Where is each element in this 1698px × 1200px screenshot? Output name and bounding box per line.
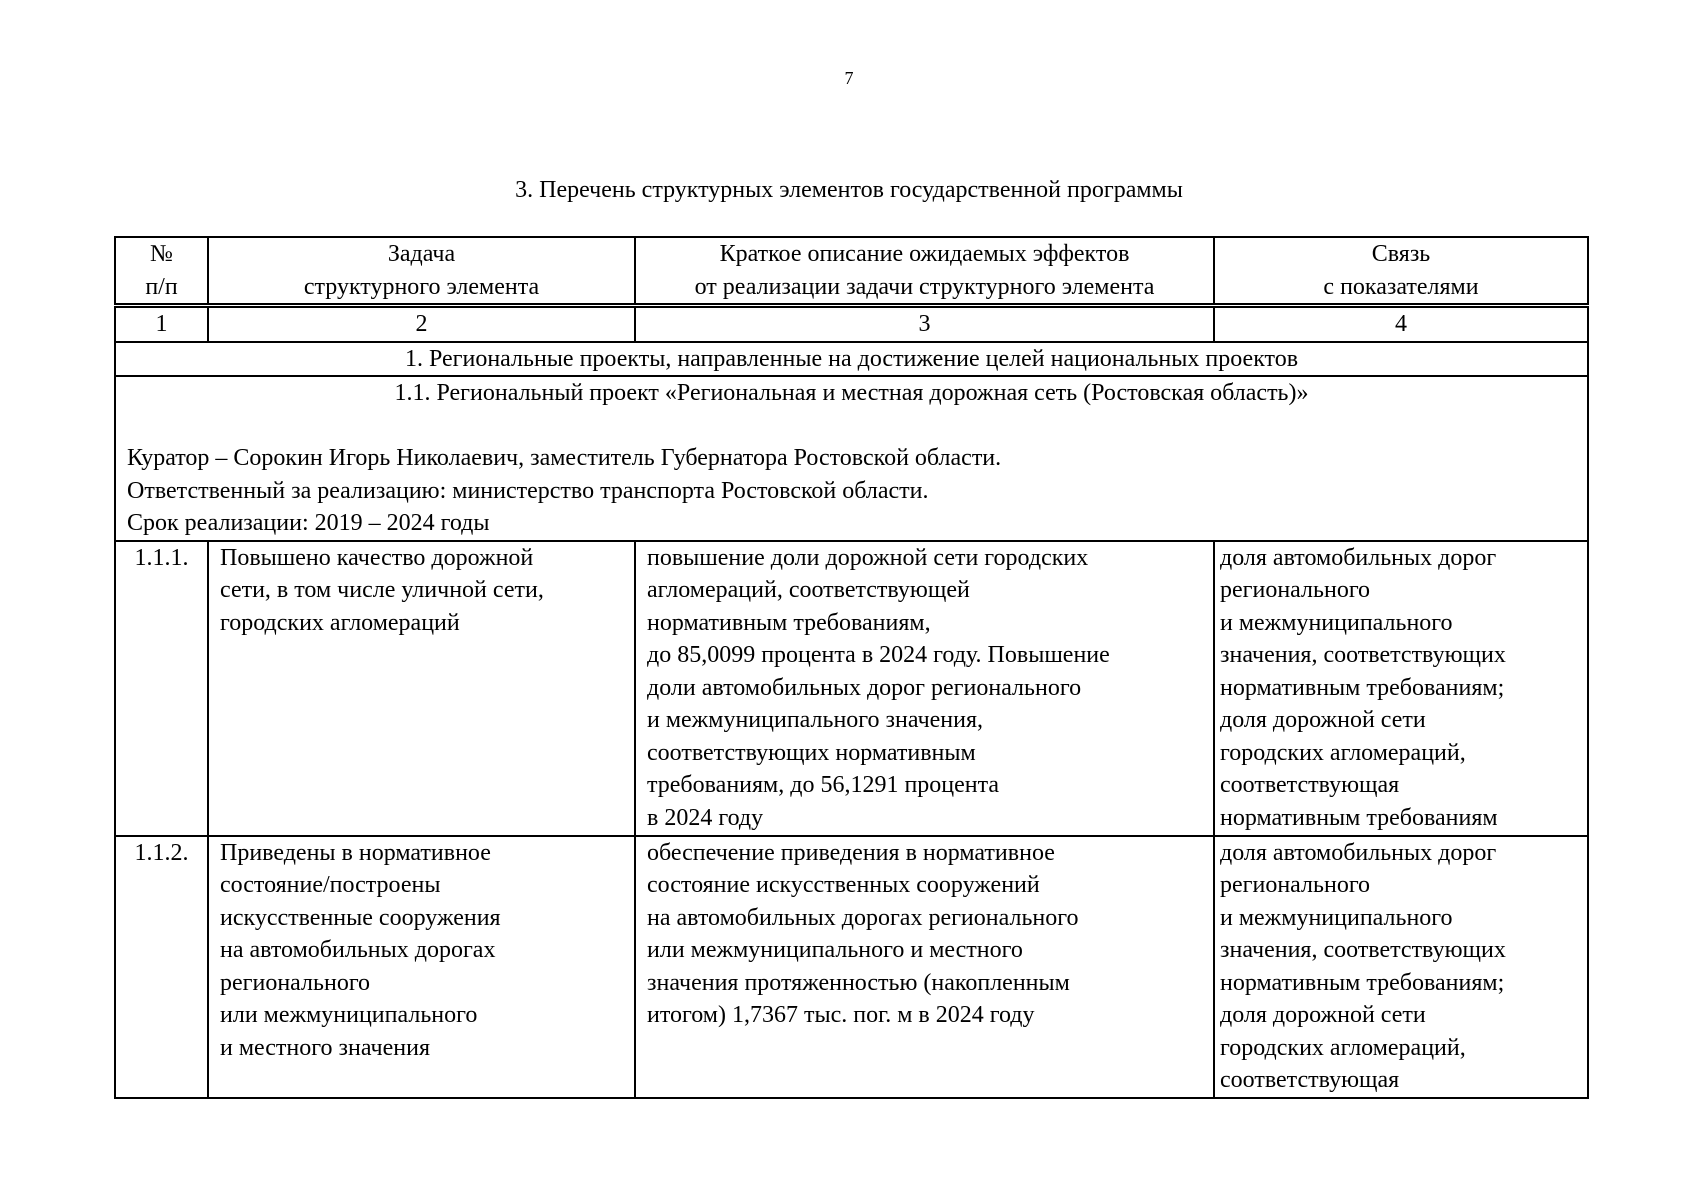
header-number-line2: п/п [145,273,178,300]
indicators-line: городских агломераций, [1220,1034,1466,1061]
row-effects [635,541,1214,836]
indicators-line: значения, соответствующих [1220,642,1506,668]
indicators-line: доля автомобильных дорог [1220,839,1497,866]
effects-line: или межмуниципального и местного [647,937,1023,963]
indicators-line: доля автомобильных дорог [1220,544,1497,571]
task-line: состояние/построены [220,872,441,898]
indicators-line: регионального [1220,577,1371,603]
effects-line: соответствующих нормативным [647,739,976,766]
header-effects-line2: от реализации задачи структурного элемента [694,273,1155,300]
indicators-line: нормативным требованиям; [1220,969,1505,996]
column-number-1: 1 [115,306,208,342]
section-title: 3. Перечень структурных элементов государственной программы [515,177,1183,203]
effects-line: требованиям, до 56,1291 процента [647,772,1000,798]
header-cell-task [208,237,635,306]
effects-line: повышение доли дорожной сети городских [647,544,1089,571]
indicators-line: доля дорожной сети [1220,1002,1426,1028]
structural-elements-table [114,236,1589,1099]
header-indicators-line2: с показателями [1323,273,1479,300]
indicators-line: и межмуниципального [1220,609,1453,636]
effects-line: итогом) 1,7367 тыс. пог. м в 2024 году [647,1002,1035,1028]
column-number-4: 4 [1214,306,1588,342]
table-header-row [115,237,1588,306]
row-indicators [1214,541,1588,836]
effects-line: и межмуниципального значения, [647,707,984,733]
group-title: 1. Региональные проекты, направленные на достижение целей национальных проектов [115,342,1588,377]
task-line: или межмуниципального [220,1002,478,1028]
table-row [115,541,1588,836]
header-cell-indicators [1214,237,1588,306]
task-line: и местного значения [220,1034,430,1061]
column-number-3: 3 [635,306,1214,342]
column-number-row [115,306,1588,342]
indicators-line: доля дорожной сети [1220,707,1426,733]
indicators-line: нормативным требованиям [1220,804,1498,831]
project-row [115,376,1588,541]
project-curator: Куратор – Сорокин Игорь Николаевич, заместитель Губернатора Ростовской области. [127,445,1002,471]
header-number-line1: № [150,241,173,267]
task-line: на автомобильных дорогах [220,937,496,963]
indicators-line: нормативным требованиям; [1220,674,1505,701]
header-indicators-line1: Связь [1371,241,1431,267]
effects-line: в 2024 году [647,804,764,831]
indicators-line: соответствующая [1220,772,1400,798]
column-number-2: 2 [208,306,635,342]
project-cell [115,376,1588,541]
project-spacer [116,410,1587,443]
header-task-line1: Задача [387,241,456,267]
row-number: 1.1.1. [115,541,208,836]
task-line: искусственные сооружения [220,904,501,931]
effects-line: на автомобильных дорогах регионального [647,904,1079,931]
indicators-line: городских агломераций, [1220,739,1466,766]
indicators-line: и межмуниципального [1220,904,1453,931]
indicators-line: соответствующая [1220,1067,1400,1093]
task-line: городских агломераций [220,609,460,636]
header-cell-number [115,237,208,306]
task-line: регионального [220,969,371,996]
project-responsible: Ответственный за реализацию: министерство транспорта Ростовской области. [127,477,929,504]
indicators-line: регионального [1220,872,1371,898]
task-line: сети, в том числе уличной сети, [220,577,544,603]
header-task-line2: структурного элемента [303,273,540,300]
header-cell-effects [635,237,1214,306]
row-indicators [1214,836,1588,1098]
effects-line: агломераций, соответствующей [647,577,970,603]
effects-line: нормативным требованиям, [647,609,931,636]
effects-line: состояние искусственных сооружений [647,872,1040,898]
indicators-line: значения, соответствующих [1220,937,1506,963]
table-row [115,836,1588,1098]
page-number: 7 [844,68,854,88]
row-task [208,836,635,1098]
effects-line: значения протяженностью (накопленным [647,969,1070,996]
project-title: 1.1. Региональный проект «Региональная и местная дорожная сеть (Ростовская область)» [394,380,1309,406]
task-line: Повышено качество дорожной [220,544,534,571]
task-line: Приведены в нормативное [220,839,491,866]
effects-line: до 85,0099 процента в 2024 году. Повышение [647,642,1110,668]
header-effects-line1: Краткое описание ожидаемых эффектов [719,241,1130,267]
effects-line: доли автомобильных дорог регионального [647,674,1082,701]
effects-line: обеспечение приведения в нормативное [647,839,1055,866]
row-task [208,541,635,836]
row-number: 1.1.2. [115,836,208,1098]
row-effects [635,836,1214,1098]
group-row [115,342,1588,377]
project-term: Срок реализации: 2019 – 2024 годы [127,510,490,536]
